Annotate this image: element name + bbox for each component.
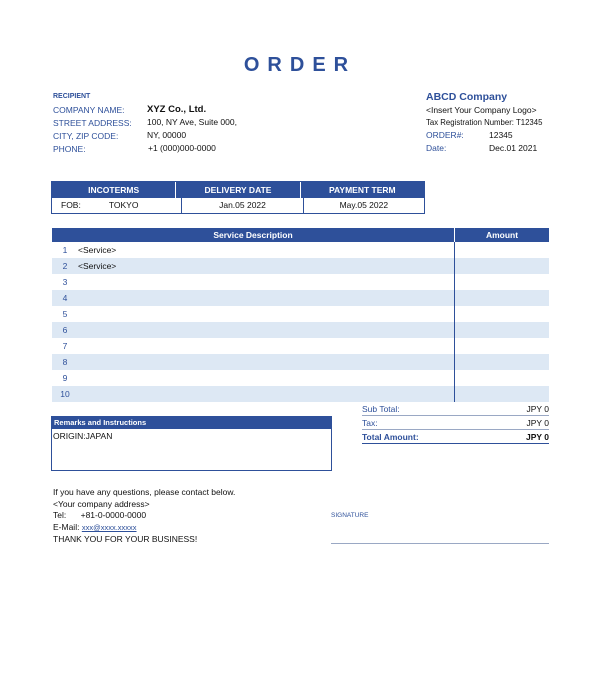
row-description	[78, 354, 455, 370]
date-value: Dec.01 2021	[489, 143, 538, 153]
row-number: 9	[62, 373, 68, 383]
email-label: E-Mail:	[53, 522, 80, 532]
remarks-box	[51, 416, 332, 471]
payment-term-header: PAYMENT TERM	[301, 182, 424, 198]
row-amount	[455, 322, 549, 338]
row-description: <Service>	[78, 242, 455, 258]
row-number: 6	[62, 325, 68, 335]
service-table	[52, 228, 549, 402]
table-row	[52, 354, 549, 370]
page-title: ORDER	[243, 54, 357, 76]
street-address-value: 100, NY Ave, Suite 000,	[147, 117, 237, 127]
table-row	[52, 242, 549, 258]
tax-value: JPY 0	[526, 417, 549, 428]
row-number: 2	[62, 261, 68, 271]
remarks-heading: Remarks and Instructions	[52, 417, 331, 429]
total-row	[362, 430, 549, 444]
row-amount	[455, 306, 549, 322]
row-amount	[455, 354, 549, 370]
service-description-header: Service Description	[52, 228, 455, 242]
row-description	[78, 274, 455, 290]
phone-value: +1 (000)000-0000	[148, 143, 216, 153]
contact-tel	[53, 510, 146, 520]
thank-you-text: THANK YOU FOR YOUR BUSINESS!	[53, 534, 198, 544]
table-row	[52, 338, 549, 354]
row-description	[78, 386, 455, 402]
date-label: Date:	[426, 143, 447, 153]
signature-label: SIGNATURE	[331, 512, 369, 519]
row-amount	[455, 274, 549, 290]
subtotal-value: JPY 0	[526, 403, 549, 414]
fob-label: FOB:	[61, 200, 81, 211]
signature-line	[331, 543, 549, 544]
incoterms-cell	[52, 198, 182, 214]
table-row	[52, 258, 549, 274]
table-row	[52, 306, 549, 322]
table-row	[52, 370, 549, 386]
row-description	[78, 370, 455, 386]
tax-label: Tax:	[362, 417, 378, 428]
total-label: Total Amount:	[362, 431, 419, 442]
row-number: 10	[60, 389, 70, 399]
row-number: 5	[62, 309, 68, 319]
fob-value: TOKYO	[108, 200, 139, 211]
company-name-label: COMPANY NAME:	[53, 105, 125, 115]
service-table-header	[52, 228, 549, 242]
delivery-date-value: Jan.05 2022	[182, 198, 303, 214]
city-zip-label: CITY, ZIP CODE:	[53, 131, 119, 141]
row-amount	[455, 242, 549, 258]
phone-label: PHONE:	[53, 144, 86, 154]
contact-email	[53, 522, 137, 532]
row-number: 3	[62, 277, 68, 287]
email-link[interactable]: xxx@xxxx.xxxxx	[81, 523, 137, 532]
table-row	[52, 322, 549, 338]
recipient-heading: RECIPIENT	[53, 93, 91, 100]
row-description	[78, 338, 455, 354]
incoterms-header: INCOTERMS	[52, 182, 176, 198]
tax-registration: Tax Registration Number: T12345	[426, 118, 543, 127]
terms-table	[51, 181, 425, 214]
tel-label: Tel:	[53, 510, 67, 520]
table-row	[52, 386, 549, 402]
sender-company: ABCD Company	[426, 91, 508, 103]
order-number-value: 12345	[489, 130, 513, 140]
row-number: 8	[62, 357, 68, 367]
row-amount	[455, 258, 549, 274]
contact-intro: If you have any questions, please contact below.	[53, 487, 236, 497]
row-description: <Service>	[78, 258, 455, 274]
remarks-text: ORIGIN:JAPAN	[53, 431, 113, 441]
row-number: 4	[62, 293, 68, 303]
tel-value: +81-0-0000-0000	[80, 510, 147, 520]
subtotal-label: Sub Total:	[362, 403, 400, 414]
row-amount	[455, 386, 549, 402]
amount-header: Amount	[485, 230, 519, 240]
tax-row	[362, 416, 549, 430]
logo-placeholder: <Insert Your Company Logo>	[426, 105, 537, 115]
row-number: 1	[62, 245, 68, 255]
total-value: JPY 0	[525, 431, 549, 442]
street-address-label: STREET ADDRESS:	[53, 118, 132, 128]
contact-address: <Your company address>	[53, 499, 150, 509]
city-zip-value: NY, 00000	[147, 130, 187, 140]
row-number: 7	[62, 341, 68, 351]
table-row	[52, 274, 549, 290]
row-description	[78, 322, 455, 338]
row-amount	[455, 290, 549, 306]
delivery-date-header: DELIVERY DATE	[176, 182, 300, 198]
payment-term-value: May.05 2022	[339, 200, 389, 211]
company-name-value: XYZ Co., Ltd.	[147, 104, 207, 115]
order-number-label: ORDER#:	[426, 130, 464, 140]
row-amount	[455, 370, 549, 386]
row-amount	[455, 338, 549, 354]
table-row	[52, 290, 549, 306]
row-description	[78, 290, 455, 306]
row-description	[78, 306, 455, 322]
subtotal-row	[362, 402, 549, 416]
